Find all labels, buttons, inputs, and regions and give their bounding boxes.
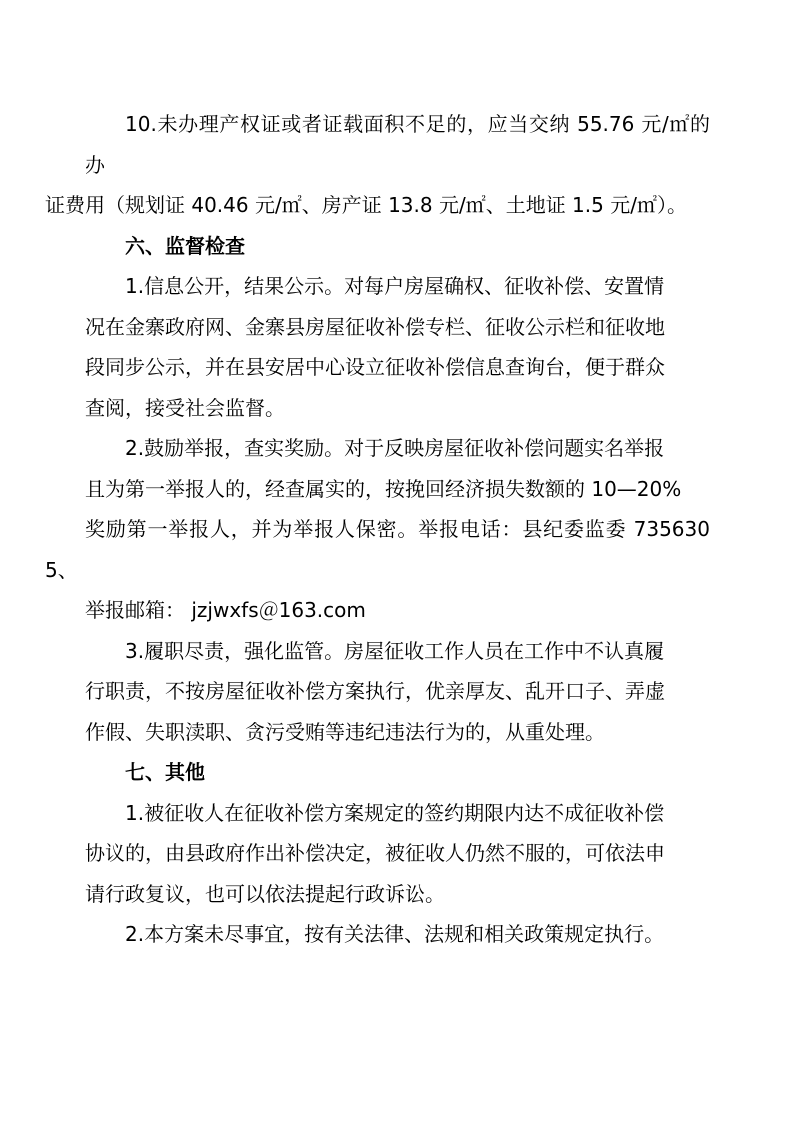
document-body bbox=[45, 104, 710, 955]
paragraph-line: 协议的，由县政府作出补偿决定，被征收人仍然不服的，可依法申 bbox=[85, 841, 665, 865]
paragraph-line: 1.信息公开，结果公示。对每户房屋确权、征收补偿、安置情 bbox=[125, 274, 665, 298]
section-heading-other: 七、其他 bbox=[125, 760, 205, 784]
paragraph-duty-supervision bbox=[85, 631, 710, 753]
paragraph-line: 请行政复议，也可以依法提起行政诉讼。 bbox=[85, 881, 445, 906]
paragraph-compensation-decision bbox=[85, 793, 710, 915]
paragraph-line: 行职责，不按房屋征收补偿方案执行，优亲厚友、乱开口子、弄虚 bbox=[85, 679, 665, 703]
paragraph-info-disclosure bbox=[85, 266, 710, 428]
paragraph-item-10 bbox=[45, 104, 710, 226]
paragraph-line: 3.履职尽责，强化监管。房屋征收工作人员在工作中不认真履 bbox=[125, 638, 665, 663]
paragraph-line: 2.本方案未尽事宜，按有关法律、法规和相关政策规定执行。 bbox=[125, 922, 665, 946]
paragraph-reporting-reward bbox=[45, 428, 710, 631]
paragraph-line: 段同步公示，并在县安居中心设立征收补偿信息查询台，便于群众 bbox=[85, 355, 665, 379]
paragraph-line: 2.鼓励举报，查实奖励。对于反映房屋征收补偿问题实名举报 bbox=[125, 436, 665, 460]
paragraph-line: 查阅，接受社会监督。 bbox=[85, 395, 285, 420]
paragraph-miscellaneous bbox=[85, 914, 710, 955]
paragraph-line: 1.被征收人在征收补偿方案规定的签约期限内达不成征收补偿 bbox=[125, 800, 665, 825]
paragraph-line: 举报邮箱： jzjwxfs＠163.com bbox=[85, 598, 366, 622]
paragraph-line: 奖励第一举报人，并为举报人保密。举报电话：县纪委监委 7356305、 bbox=[45, 517, 710, 582]
paragraph-line: 10.未办理产权证或者证载面积不足的，应当交纳 55.76 元/㎡的办 bbox=[85, 112, 710, 177]
paragraph-line: 作假、失职渎职、贪污受贿等违纪违法行为的，从重处理。 bbox=[85, 719, 605, 744]
section-heading-supervision: 六、监督检查 bbox=[125, 233, 245, 258]
paragraph-line: 且为第一举报人的，经查属实的，按挽回经济损失数额的 10—20% bbox=[85, 476, 682, 501]
paragraph-line: 证费用（规划证 40.46 元/㎡、房产证 13.8 元/㎡、土地证 1.5 元/㎡）。 bbox=[45, 193, 687, 217]
paragraph-line: 况在金寨政府网、金寨县房屋征收补偿专栏、征收公示栏和征收地 bbox=[85, 314, 665, 339]
